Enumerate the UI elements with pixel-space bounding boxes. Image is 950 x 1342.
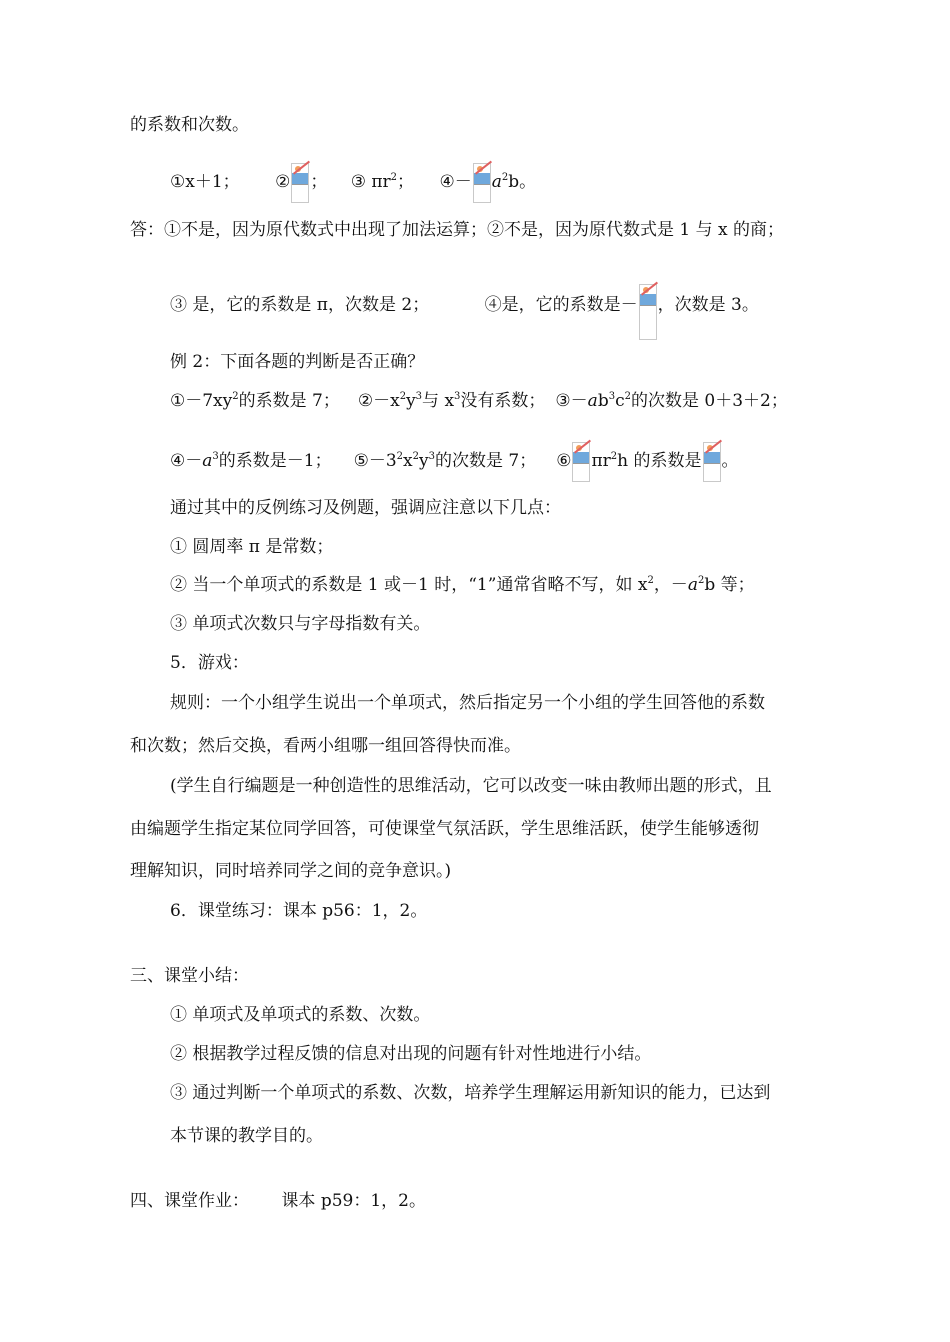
exponent: 3 [608, 391, 616, 402]
text-line: 的系数和次数。 [130, 115, 249, 135]
exponent: 2 [396, 451, 404, 462]
answer-4: ④是，它的系数是－ [484, 295, 638, 315]
summary-title: 三、课堂小结： [130, 966, 249, 986]
exponent: 2 [501, 172, 509, 183]
example-row-1 [170, 389, 788, 413]
item-2-label: ② [275, 172, 291, 192]
summary-4: 本节课的教学目的。 [170, 1126, 323, 1146]
exponent: 2 [412, 451, 419, 462]
variable-a: a [687, 575, 698, 595]
note-part: ，－ [653, 575, 688, 595]
ex-part: 没有系数； [460, 391, 546, 411]
practice-line: 6．课堂练习：课本 p56：1，2。 [170, 901, 428, 921]
variable-a: a [587, 391, 598, 411]
ex-part: x [403, 451, 413, 471]
exponent: 2 [610, 451, 618, 462]
exponent: 3 [454, 391, 461, 402]
exponent: 2 [399, 391, 407, 402]
exponent: 2 [390, 172, 398, 183]
summary-3: ③ 通过判断一个单项式的系数、次数，培养学生理解运用新知识的能力，已达到 [170, 1083, 771, 1103]
item-4: ④－ [439, 172, 472, 192]
item-3-end: ； [397, 172, 415, 192]
notes-intro: 通过其中的反例练习及例题，强调应注意以下几点： [170, 498, 561, 518]
game-title: 5．游戏： [170, 653, 249, 673]
formula-image-icon [291, 163, 309, 203]
ex-part: 的系数是－1； [218, 451, 332, 471]
answer-4-end: ，次数是 3。 [657, 295, 759, 315]
paragraph-line-2: 由编题学生指定某位同学回答，可使课堂气氛活跃，学生思维活跃，使学生能够透彻 [130, 819, 759, 839]
ex-part: ②－x [357, 391, 400, 411]
exponent: 3 [428, 451, 435, 462]
ex-part: 。 [721, 451, 739, 471]
question-items [170, 163, 536, 203]
ex-part: y [419, 451, 429, 471]
answer-line-1: 答：①不是，因为原代数式中出现了加法运算；②不是，因为原代数式是 1 与 x 的商； [130, 220, 785, 240]
note-2 [170, 573, 755, 597]
summary-1: ① 单项式及单项式的系数、次数。 [170, 1005, 431, 1025]
answer-3: ③ 是，它的系数是 π，次数是 2； [170, 295, 430, 315]
formula-image-icon [703, 442, 721, 482]
ex-part: 的次数是 0＋3＋2； [630, 391, 788, 411]
formula-image-icon [639, 284, 657, 340]
note-part: ② 当一个单项式的系数是 1 或－1 时，“1”通常省略不写，如 x [170, 575, 648, 595]
answer-line-2 [170, 284, 759, 340]
rule-line-1: 规则：一个小组学生说出一个单项式，然后指定另一个小组的学生回答他的系数 [170, 693, 765, 713]
item-4-end: b。 [508, 172, 537, 192]
ex-part: ③－ [555, 391, 588, 411]
example-row-2 [170, 442, 739, 482]
variable-a: a [491, 172, 502, 192]
exponent: 2 [624, 391, 631, 402]
exponent: 2 [232, 391, 239, 402]
ex-part: 与 x [422, 391, 455, 411]
note-3: ③ 单项式次数只与字母指数有关。 [170, 614, 431, 634]
note-part: b 等； [704, 575, 755, 595]
formula-image-icon [572, 442, 590, 482]
ex-part: c [615, 391, 625, 411]
note-1: ① 圆周率 π 是常数； [170, 537, 334, 557]
ex-part: ④－ [170, 451, 203, 471]
exponent: 2 [697, 575, 705, 586]
item-3: ③ πr [350, 172, 391, 192]
exponent: 2 [647, 575, 654, 586]
paragraph-line-3: 理解知识，同时培养同学之间的竞争意识。) [130, 861, 452, 881]
ex-part: y [406, 391, 416, 411]
ex-part: 的次数是 7； [434, 451, 537, 471]
ex-part: ⑥ [556, 451, 572, 471]
paragraph-line-1: (学生自行编题是一种创造性的思维活动，它可以改变一味由教师出题的形式，且 [170, 776, 772, 796]
ex-part: b [597, 391, 609, 411]
ex-part: h 的系数是 [617, 451, 702, 471]
item-2-end: ； [310, 172, 328, 192]
variable-a: a [202, 451, 213, 471]
rule-line-2: 和次数；然后交换，看两小组哪一组回答得快而准。 [130, 736, 521, 756]
exponent: 3 [415, 391, 423, 402]
formula-image-icon [473, 163, 491, 203]
ex-part: 的系数是 7； [238, 391, 340, 411]
ex-part: πr [591, 451, 611, 471]
example-2-title: 例 2：下面各题的判断是否正确？ [170, 352, 425, 372]
exponent: 3 [212, 451, 219, 462]
item-1: ①x＋1； [170, 172, 240, 192]
homework-line: 四、课堂作业： 课本 p59：1，2。 [130, 1191, 426, 1211]
summary-2: ② 根据教学过程反馈的信息对出现的问题有针对性地进行小结。 [170, 1044, 652, 1064]
ex-part: ⑤－3 [353, 451, 397, 471]
ex-part: ①－7xy [170, 391, 233, 411]
